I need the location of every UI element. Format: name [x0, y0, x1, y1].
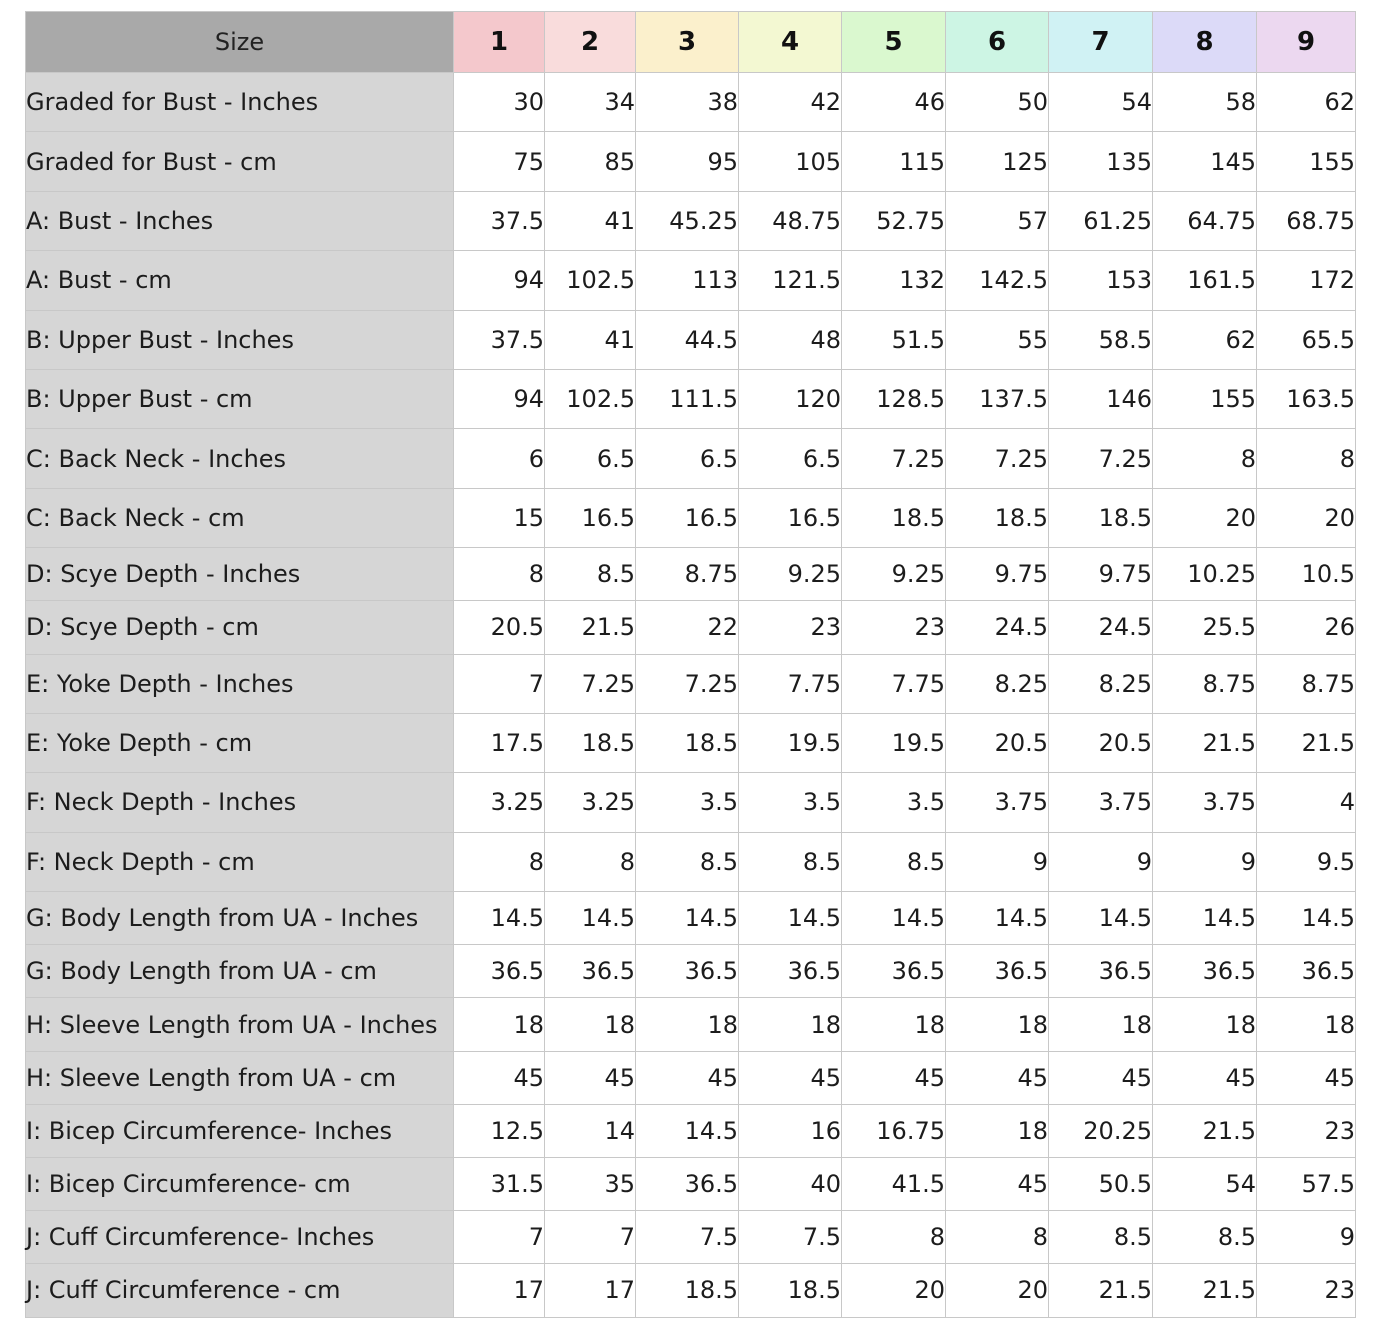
- table-cell: 8: [946, 1211, 1049, 1264]
- table-cell: 8.25: [1049, 654, 1153, 713]
- table-cell: 17.5: [454, 713, 545, 772]
- row-label: E: Yoke Depth - cm: [26, 713, 454, 772]
- table-row: [26, 1104, 1356, 1157]
- table-cell: 6: [454, 429, 545, 488]
- table-cell: 36.5: [1049, 945, 1153, 998]
- table-cell: 41: [545, 191, 636, 250]
- table-cell: 21.5: [1153, 1264, 1257, 1317]
- row-label: H: Sleeve Length from UA - Inches: [26, 998, 454, 1051]
- table-cell: 18: [739, 998, 842, 1051]
- table-cell: 105: [739, 132, 842, 191]
- table-cell: 6.5: [545, 429, 636, 488]
- table-cell: 14.5: [454, 892, 545, 945]
- table-cell: 8.5: [636, 832, 739, 891]
- row-label: A: Bust - cm: [26, 251, 454, 310]
- row-label: B: Upper Bust - cm: [26, 369, 454, 428]
- row-label: H: Sleeve Length from UA - cm: [26, 1051, 454, 1104]
- table-cell: 36.5: [636, 1158, 739, 1211]
- table-cell: 7.25: [636, 654, 739, 713]
- table-cell: 18.5: [636, 1264, 739, 1317]
- table-cell: 48.75: [739, 191, 842, 250]
- table-cell: 8.75: [1257, 654, 1356, 713]
- table-cell: 40: [739, 1158, 842, 1211]
- table-cell: 22: [636, 601, 739, 654]
- table-cell: 8.5: [1049, 1211, 1153, 1264]
- table-cell: 132: [842, 251, 946, 310]
- table-cell: 20: [946, 1264, 1049, 1317]
- row-label: I: Bicep Circumference- Inches: [26, 1104, 454, 1157]
- table-cell: 9: [1153, 832, 1257, 891]
- table-cell: 14.5: [946, 892, 1049, 945]
- table-row: [26, 310, 1356, 369]
- table-cell: 145: [1153, 132, 1257, 191]
- table-cell: 7.25: [842, 429, 946, 488]
- table-cell: 62: [1153, 310, 1257, 369]
- table-row: [26, 429, 1356, 488]
- table-cell: 45: [946, 1051, 1049, 1104]
- table-cell: 21.5: [1153, 1104, 1257, 1157]
- table-cell: 8: [1257, 429, 1356, 488]
- table-row: [26, 1158, 1356, 1211]
- table-cell: 18.5: [545, 713, 636, 772]
- row-label: J: Cuff Circumference - cm: [26, 1264, 454, 1317]
- table-cell: 31.5: [454, 1158, 545, 1211]
- table-cell: 45: [1257, 1051, 1356, 1104]
- table-cell: 45: [545, 1051, 636, 1104]
- table-row: [26, 713, 1356, 772]
- table-cell: 34: [545, 73, 636, 132]
- table-cell: 155: [1153, 369, 1257, 428]
- table-cell: 37.5: [454, 310, 545, 369]
- table-cell: 46: [842, 73, 946, 132]
- table-cell: 18.5: [739, 1264, 842, 1317]
- table-cell: 7.25: [1049, 429, 1153, 488]
- table-cell: 3.25: [454, 773, 545, 832]
- table-cell: 36.5: [636, 945, 739, 998]
- row-label: E: Yoke Depth - Inches: [26, 654, 454, 713]
- table-cell: 18: [946, 998, 1049, 1051]
- size-column-header: 7: [1049, 12, 1153, 73]
- table-cell: 19.5: [739, 713, 842, 772]
- row-label: Graded for Bust - cm: [26, 132, 454, 191]
- table-cell: 18: [842, 998, 946, 1051]
- table-cell: 38: [636, 73, 739, 132]
- table-cell: 8: [545, 832, 636, 891]
- size-column-header: 1: [454, 12, 545, 73]
- table-cell: 16.5: [739, 488, 842, 547]
- row-label: C: Back Neck - Inches: [26, 429, 454, 488]
- table-cell: 120: [739, 369, 842, 428]
- table-cell: 142.5: [946, 251, 1049, 310]
- table-cell: 8: [842, 1211, 946, 1264]
- table-row: [26, 132, 1356, 191]
- table-cell: 23: [842, 601, 946, 654]
- table-cell: 68.75: [1257, 191, 1356, 250]
- table-cell: 9: [946, 832, 1049, 891]
- table-cell: 10.5: [1257, 548, 1356, 601]
- table-cell: 57.5: [1257, 1158, 1356, 1211]
- size-header-label: Size: [26, 12, 454, 73]
- table-cell: 15: [454, 488, 545, 547]
- table-cell: 45: [454, 1051, 545, 1104]
- table-cell: 30: [454, 73, 545, 132]
- table-cell: 121.5: [739, 251, 842, 310]
- table-cell: 50.5: [1049, 1158, 1153, 1211]
- table-cell: 7.75: [842, 654, 946, 713]
- table-cell: 20: [1153, 488, 1257, 547]
- table-row: [26, 548, 1356, 601]
- table-cell: 146: [1049, 369, 1153, 428]
- table-cell: 45: [739, 1051, 842, 1104]
- table-cell: 21.5: [1049, 1264, 1153, 1317]
- table-cell: 7: [454, 1211, 545, 1264]
- table-cell: 18: [545, 998, 636, 1051]
- table-cell: 41: [545, 310, 636, 369]
- table-cell: 36.5: [739, 945, 842, 998]
- table-cell: 102.5: [545, 251, 636, 310]
- table-cell: 23: [739, 601, 842, 654]
- table-cell: 125: [946, 132, 1049, 191]
- row-label: D: Scye Depth - Inches: [26, 548, 454, 601]
- table-cell: 85: [545, 132, 636, 191]
- table-cell: 163.5: [1257, 369, 1356, 428]
- table-cell: 7.25: [545, 654, 636, 713]
- table-cell: 9: [1257, 1211, 1356, 1264]
- table-cell: 155: [1257, 132, 1356, 191]
- table-cell: 9.75: [1049, 548, 1153, 601]
- table-cell: 25.5: [1153, 601, 1257, 654]
- table-row: [26, 998, 1356, 1051]
- table-cell: 45.25: [636, 191, 739, 250]
- table-cell: 24.5: [1049, 601, 1153, 654]
- table-cell: 18.5: [842, 488, 946, 547]
- table-cell: 9.5: [1257, 832, 1356, 891]
- size-column-header: 6: [946, 12, 1049, 73]
- table-cell: 172: [1257, 251, 1356, 310]
- table-row: [26, 892, 1356, 945]
- table-cell: 36.5: [1257, 945, 1356, 998]
- table-cell: 9: [1049, 832, 1153, 891]
- table-cell: 18: [1049, 998, 1153, 1051]
- size-chart-table: [25, 11, 1356, 1318]
- table-cell: 16: [739, 1104, 842, 1157]
- size-column-header: 8: [1153, 12, 1257, 73]
- table-cell: 23: [1257, 1104, 1356, 1157]
- table-cell: 20.25: [1049, 1104, 1153, 1157]
- table-row: [26, 369, 1356, 428]
- table-cell: 18: [1257, 998, 1356, 1051]
- table-cell: 18: [946, 1104, 1049, 1157]
- table-cell: 17: [545, 1264, 636, 1317]
- table-row: [26, 945, 1356, 998]
- table-cell: 62: [1257, 73, 1356, 132]
- table-cell: 12.5: [454, 1104, 545, 1157]
- table-cell: 20: [1257, 488, 1356, 547]
- table-cell: 9.75: [946, 548, 1049, 601]
- table-cell: 45: [946, 1158, 1049, 1211]
- table-row: [26, 191, 1356, 250]
- table-cell: 102.5: [545, 369, 636, 428]
- table-cell: 6.5: [739, 429, 842, 488]
- table-cell: 21.5: [1153, 713, 1257, 772]
- table-cell: 14.5: [739, 892, 842, 945]
- table-cell: 8: [454, 548, 545, 601]
- table-cell: 21.5: [1257, 713, 1356, 772]
- table-cell: 6.5: [636, 429, 739, 488]
- table-cell: 14.5: [545, 892, 636, 945]
- table-cell: 45: [636, 1051, 739, 1104]
- table-cell: 113: [636, 251, 739, 310]
- table-cell: 45: [1049, 1051, 1153, 1104]
- row-label: A: Bust - Inches: [26, 191, 454, 250]
- table-cell: 8.5: [545, 548, 636, 601]
- row-label: G: Body Length from UA - cm: [26, 945, 454, 998]
- table-cell: 75: [454, 132, 545, 191]
- table-body: [26, 73, 1356, 1318]
- table-cell: 14.5: [842, 892, 946, 945]
- table-row: [26, 654, 1356, 713]
- table-cell: 161.5: [1153, 251, 1257, 310]
- size-column-header: 4: [739, 12, 842, 73]
- row-label: Graded for Bust - Inches: [26, 73, 454, 132]
- table-cell: 9.25: [842, 548, 946, 601]
- size-column-header: 3: [636, 12, 739, 73]
- size-column-header: 2: [545, 12, 636, 73]
- table-cell: 128.5: [842, 369, 946, 428]
- row-label: F: Neck Depth - cm: [26, 832, 454, 891]
- table-cell: 7.5: [636, 1211, 739, 1264]
- table-row: [26, 73, 1356, 132]
- table-cell: 55: [946, 310, 1049, 369]
- table-cell: 7.25: [946, 429, 1049, 488]
- table-cell: 9.25: [739, 548, 842, 601]
- table-cell: 36.5: [842, 945, 946, 998]
- table-cell: 35: [545, 1158, 636, 1211]
- table-cell: 14.5: [636, 1104, 739, 1157]
- table-cell: 20: [842, 1264, 946, 1317]
- size-column-header: 9: [1257, 12, 1356, 73]
- table-cell: 58.5: [1049, 310, 1153, 369]
- row-label: F: Neck Depth - Inches: [26, 773, 454, 832]
- table-cell: 8.5: [842, 832, 946, 891]
- table-cell: 42: [739, 73, 842, 132]
- table-cell: 16.5: [545, 488, 636, 547]
- table-cell: 7: [545, 1211, 636, 1264]
- table-cell: 16.5: [636, 488, 739, 547]
- table-cell: 7.75: [739, 654, 842, 713]
- table-cell: 14.5: [1049, 892, 1153, 945]
- table-cell: 48: [739, 310, 842, 369]
- table-row: [26, 1264, 1356, 1317]
- table-row: [26, 1211, 1356, 1264]
- table-cell: 8.5: [1153, 1211, 1257, 1264]
- table-cell: 153: [1049, 251, 1153, 310]
- table-row: [26, 832, 1356, 891]
- table-cell: 94: [454, 251, 545, 310]
- table-cell: 45: [1153, 1051, 1257, 1104]
- table-cell: 24.5: [946, 601, 1049, 654]
- table-cell: 7: [454, 654, 545, 713]
- table-cell: 8.5: [739, 832, 842, 891]
- table-cell: 54: [1153, 1158, 1257, 1211]
- table-cell: 51.5: [842, 310, 946, 369]
- table-cell: 19.5: [842, 713, 946, 772]
- table-row: [26, 251, 1356, 310]
- size-column-header: 5: [842, 12, 946, 73]
- table-cell: 8.75: [636, 548, 739, 601]
- table-cell: 8.25: [946, 654, 1049, 713]
- table-cell: 37.5: [454, 191, 545, 250]
- table-cell: 20.5: [946, 713, 1049, 772]
- table-cell: 44.5: [636, 310, 739, 369]
- table-cell: 36.5: [1153, 945, 1257, 998]
- table-cell: 21.5: [545, 601, 636, 654]
- table-cell: 135: [1049, 132, 1153, 191]
- table-cell: 3.5: [739, 773, 842, 832]
- table-cell: 14.5: [1257, 892, 1356, 945]
- row-label: J: Cuff Circumference- Inches: [26, 1211, 454, 1264]
- header-row: [26, 12, 1356, 73]
- table-cell: 115: [842, 132, 946, 191]
- table-cell: 52.75: [842, 191, 946, 250]
- table-cell: 26: [1257, 601, 1356, 654]
- table-cell: 18.5: [636, 713, 739, 772]
- table-cell: 137.5: [946, 369, 1049, 428]
- table-cell: 3.5: [842, 773, 946, 832]
- table-cell: 36.5: [946, 945, 1049, 998]
- table-cell: 94: [454, 369, 545, 428]
- table-cell: 20.5: [1049, 713, 1153, 772]
- table-cell: 36.5: [454, 945, 545, 998]
- table-cell: 3.75: [946, 773, 1049, 832]
- row-label: B: Upper Bust - Inches: [26, 310, 454, 369]
- table-cell: 8: [454, 832, 545, 891]
- table-row: [26, 1051, 1356, 1104]
- table-cell: 16.75: [842, 1104, 946, 1157]
- table-row: [26, 601, 1356, 654]
- row-label: I: Bicep Circumference- cm: [26, 1158, 454, 1211]
- table-cell: 36.5: [545, 945, 636, 998]
- row-label: G: Body Length from UA - Inches: [26, 892, 454, 945]
- row-label: D: Scye Depth - cm: [26, 601, 454, 654]
- table-cell: 8: [1153, 429, 1257, 488]
- table-cell: 3.25: [545, 773, 636, 832]
- table-cell: 3.75: [1153, 773, 1257, 832]
- table-cell: 64.75: [1153, 191, 1257, 250]
- table-cell: 18.5: [946, 488, 1049, 547]
- table-row: [26, 773, 1356, 832]
- table-cell: 41.5: [842, 1158, 946, 1211]
- table-cell: 18: [454, 998, 545, 1051]
- table-cell: 18: [1153, 998, 1257, 1051]
- table-cell: 50: [946, 73, 1049, 132]
- table-cell: 18: [636, 998, 739, 1051]
- table-cell: 95: [636, 132, 739, 191]
- table-cell: 7.5: [739, 1211, 842, 1264]
- table-cell: 58: [1153, 73, 1257, 132]
- table-cell: 8.75: [1153, 654, 1257, 713]
- table-cell: 61.25: [1049, 191, 1153, 250]
- table-cell: 54: [1049, 73, 1153, 132]
- table-cell: 65.5: [1257, 310, 1356, 369]
- table-cell: 3.5: [636, 773, 739, 832]
- table-cell: 4: [1257, 773, 1356, 832]
- table-cell: 23: [1257, 1264, 1356, 1317]
- table-cell: 14.5: [1153, 892, 1257, 945]
- table-cell: 14.5: [636, 892, 739, 945]
- table-cell: 57: [946, 191, 1049, 250]
- table-cell: 20.5: [454, 601, 545, 654]
- table-cell: 17: [454, 1264, 545, 1317]
- table-row: [26, 488, 1356, 547]
- table-cell: 10.25: [1153, 548, 1257, 601]
- table-cell: 3.75: [1049, 773, 1153, 832]
- table-cell: 111.5: [636, 369, 739, 428]
- table-cell: 45: [842, 1051, 946, 1104]
- row-label: C: Back Neck - cm: [26, 488, 454, 547]
- table-cell: 14: [545, 1104, 636, 1157]
- table-cell: 18.5: [1049, 488, 1153, 547]
